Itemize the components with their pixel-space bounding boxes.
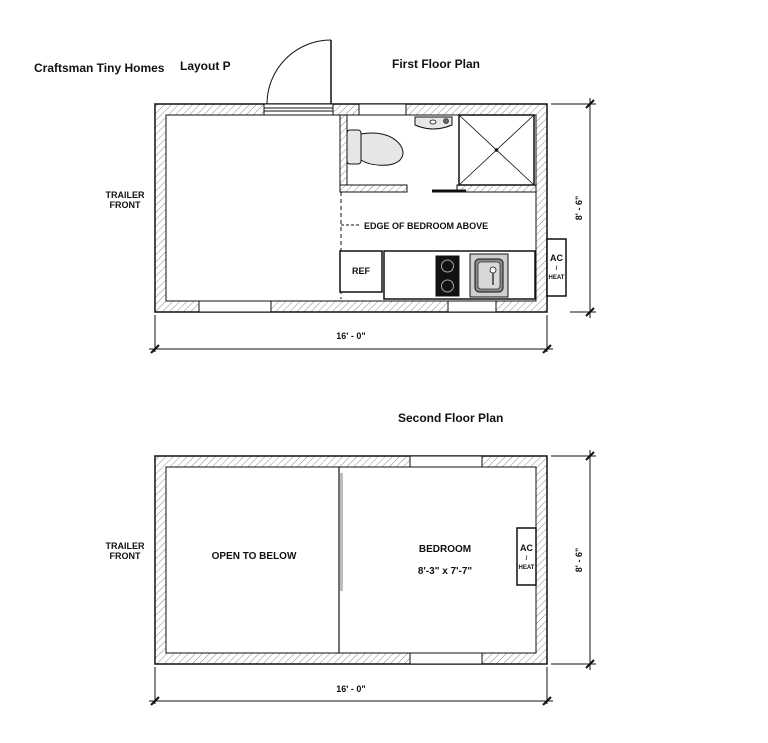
trailer-front-line2: FRONT bbox=[109, 200, 141, 210]
bathroom-sink-icon bbox=[415, 117, 452, 129]
window-bottom-second bbox=[410, 653, 482, 664]
bedroom-size-label: 8'-3" x 7'-7" bbox=[417, 566, 473, 577]
bathroom-wall-vertical bbox=[340, 115, 347, 192]
window-top bbox=[359, 104, 406, 115]
shower-drain-icon bbox=[495, 148, 499, 152]
first-width-dimension bbox=[149, 315, 553, 353]
ac-slash: / bbox=[555, 266, 558, 272]
window-bottom-right bbox=[448, 301, 496, 312]
second-height-dimension bbox=[551, 450, 596, 670]
heat-label-second: HEAT bbox=[518, 565, 535, 571]
ac-label: AC bbox=[550, 253, 563, 263]
trailer-front-line2-second: FRONT bbox=[109, 551, 141, 561]
window-top-second bbox=[410, 456, 482, 467]
bathroom-wall-horizontal bbox=[340, 185, 407, 192]
entry-door-opening bbox=[264, 104, 333, 115]
open-to-below-label: OPEN TO BELOW bbox=[211, 551, 297, 562]
second-height-label: 8' - 6" bbox=[574, 547, 584, 573]
first-height-label: 8' - 6" bbox=[574, 195, 584, 221]
first-floor-plan bbox=[106, 40, 597, 353]
door-swing-arc bbox=[267, 40, 331, 104]
layout-name: Layout P bbox=[180, 59, 231, 73]
window-bottom-left bbox=[199, 301, 271, 312]
heat-label: HEAT bbox=[548, 275, 565, 281]
second-width-dimension bbox=[149, 667, 553, 705]
trailer-front-line1-second: TRAILER bbox=[105, 541, 145, 551]
kitchen-sink-icon bbox=[470, 254, 508, 297]
shower-wall bbox=[457, 185, 536, 192]
second-width-label: 16' - 0" bbox=[336, 684, 366, 694]
ac-slash-second: / bbox=[525, 556, 528, 562]
loft-railing bbox=[340, 473, 343, 591]
edge-of-bedroom-label: EDGE OF BEDROOM ABOVE bbox=[364, 221, 489, 231]
bedroom-label: BEDROOM bbox=[418, 544, 472, 555]
first-width-label: 16' - 0" bbox=[336, 331, 366, 341]
company-name: Craftsman Tiny Homes bbox=[34, 61, 165, 75]
second-floor-title: Second Floor Plan bbox=[398, 411, 504, 425]
refrigerator-label: REF bbox=[352, 266, 370, 276]
ac-label-second: AC bbox=[520, 543, 533, 553]
cooktop-icon bbox=[436, 256, 459, 296]
trailer-front-line1: TRAILER bbox=[105, 190, 145, 200]
second-floor-plan bbox=[106, 450, 597, 705]
first-floor-title: First Floor Plan bbox=[392, 57, 481, 71]
